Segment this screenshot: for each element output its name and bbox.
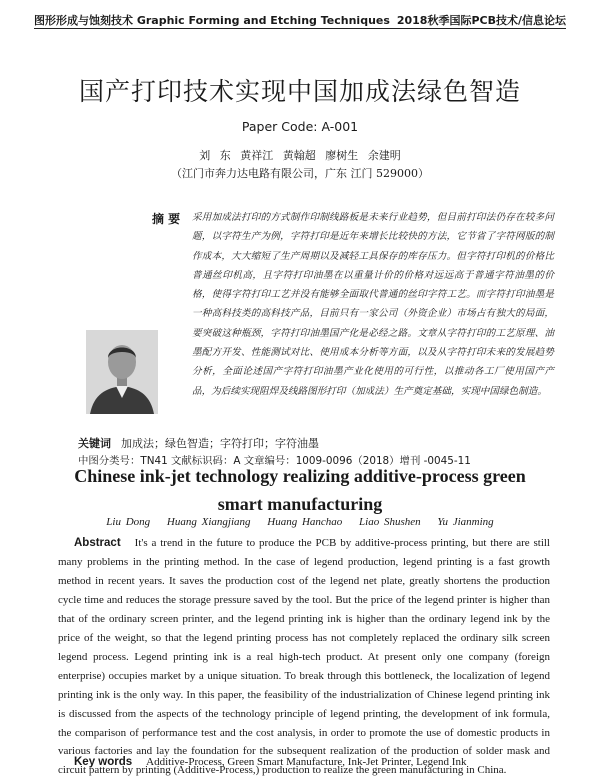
- author-name: Huang Hanchao: [267, 516, 343, 528]
- paper-code: Paper Code: A-001: [241, 119, 359, 134]
- header-right: 2018秋季国际PCB技术/信息论坛: [396, 14, 566, 27]
- english-keywords: [74, 756, 466, 768]
- chinese-keywords-text: 加成法；绿色智造；字符打印；字符油墨: [121, 437, 319, 450]
- english-title: [0, 462, 600, 518]
- chinese-abstract: 采用加成法打印的方式制作印制线路板是未来行业趋势，但目前打印法仍存在较多问题，以字符生产为例，字符打印是近年来增长比较快的方法，它节省了字符网版的制作成本，大大缩短了生产周期以及减轻工具保存的库存压力。但字符打印机的价格比普通丝印机高，且字符打印油墨在以重量计价的价格对远远高于普通字符油墨的价格，使得字符打印工艺并没有能够全面取代普通的丝印字符工艺。而字符打印油墨是一种高科技类的高科技产品，目前只有一家公司（外资企业）市场占有独大的局面，要突破这种瓶颈，字符打印油墨国产化是必经之路。文章从字符打印的工艺原理、油墨配方开发、性能测试对比、使用成本分析等方面，以及从字符打印未来的发展趋势分析，全面论述国产字符打印油墨产业化使用的可行性，以推动各工厂使用国产产品，为后续实现阻焊及线路图形打印（加成法）生产奠定基础，实现中国绿色制造。: [192, 212, 554, 397]
- english-abstract-text: It's a trend in the future to produce the PCB by additive-process printing, but there are still many problems in the printing method. In the case of legend production, legend printing is a fast growth method in recent years. It saves the production cost of the legend net plate, greatly shortens the production cycle time and reduces the storage pressure saved by the tool. But the price of the legend printer is higher than that of the ordinary screen printer, and the legend printing ink is higher than the ordinary legend ink by the price of the weight, so that the legend printing process has not completely replaced the ordinary silk screen legend process. Legend printing ink is a real high-tech product. At present only one company (foreign enterprise) occupies market by a unique situation. To break through this bottleneck, the localization of legend printing ink is the only way. In this paper, the feasibility of the industrialization of Chinese legend printing ink is discussed from the aspects of the technology principle of legend printing, the development of ink formula, the comparison of performance test and the cost analysis, in order to promote the use of domestic products in various factories and lay the foundation for the subsequent realization of the production of solder mask and circuit pattern by printing (Additive-Process,) production to realize the green manufacturing in China.: [58, 537, 550, 777]
- chinese-abstract-label: 摘 要: [152, 212, 181, 226]
- chinese-keywords-label: 关键词: [78, 437, 111, 450]
- author-name: Liu Dong: [106, 516, 151, 528]
- chinese-authors: 刘 东 黄祥江 黄翰超 廖树生 余建明: [199, 149, 401, 162]
- running-header: [34, 10, 566, 29]
- header-left: 图形形成与蚀刻技术 Graphic Forming and Etching Techniques: [34, 14, 390, 27]
- chinese-title: 国产打印技术实现中国加成法绿色智造: [78, 77, 521, 106]
- english-keywords-label: Key words: [74, 756, 133, 768]
- classification-line: 中图分类号：TN41 文献标识码：A 文章编号：1009-0096（2018）增刊 -0045-11: [78, 455, 471, 467]
- english-keywords-text: Additive-Process, Green Smart Manufacture, Ink-Jet Printer, Legend Ink: [146, 756, 467, 768]
- author-photo: [86, 330, 158, 414]
- english-abstract-label: Abstract: [74, 537, 121, 549]
- chinese-keywords: [78, 435, 319, 451]
- author-name: Yu Jianming: [437, 516, 494, 528]
- author-name: Huang Xiangjiang: [166, 516, 251, 528]
- author-name: Liao Shushen: [359, 516, 421, 528]
- chinese-affiliation: （江门市奔力达电路有限公司，广东 江门 529000）: [171, 167, 429, 180]
- english-title-line2: smart manufacturing: [217, 494, 383, 514]
- english-title-line1: Chinese ink-jet technology realizing additive-process green: [74, 466, 526, 486]
- author-portrait-image: [86, 330, 158, 414]
- english-authors: [0, 516, 600, 528]
- english-abstract: [58, 534, 550, 780]
